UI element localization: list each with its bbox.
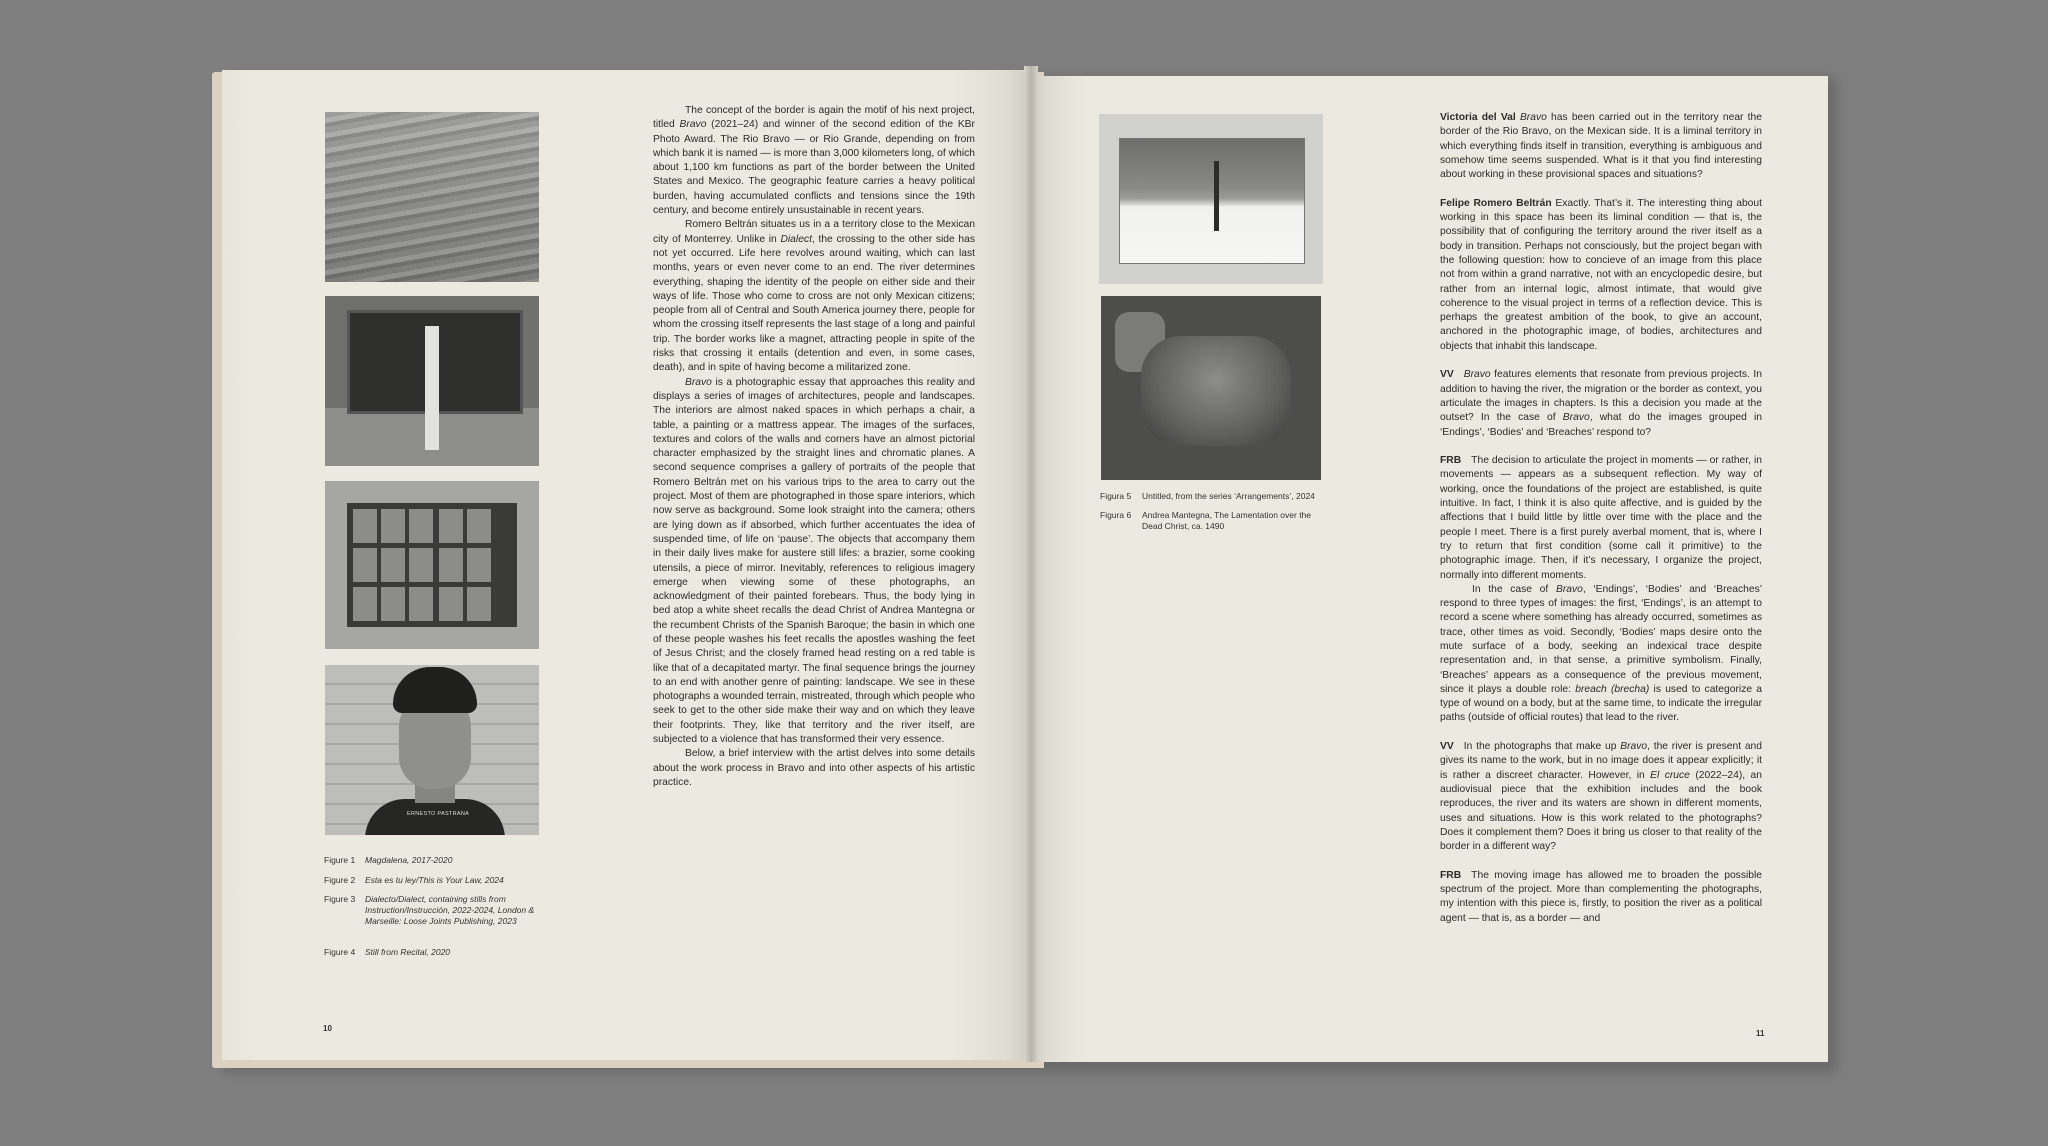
caption-text: Esta es tu ley/This is Your Law, 2024: [365, 875, 504, 885]
caption-number: Figura 6: [1100, 510, 1132, 520]
photo-print: [1119, 138, 1305, 264]
entry-text: The decision to articulate the project in moments — or rather, in movements — appears as a subsequent reflection. My way of working, once the foundations of the project are established, is quite intuitive. In fact, I think it is also quite affective, and is guided by the affections that I build little by little over time with the place and the people I meet. There is a first purely averbal moment, that is, where I try to return that first condition (some call it primitive) to the photographic image. Then, if it’s necessary, I organize the project, normally into different moments.: [1440, 455, 1762, 581]
contact-cell: [439, 509, 463, 543]
interview-entry: [1440, 869, 1762, 926]
right-interview-text: [1440, 111, 1762, 940]
caption-number: Figure 3: [324, 894, 356, 904]
speaker-name: Victoria del Val: [1440, 112, 1516, 123]
contact-cell: [467, 587, 491, 621]
interview-entry: [1440, 740, 1762, 854]
interview-entry: [1440, 197, 1762, 354]
speaker-initials: FRB: [1440, 455, 1462, 467]
page-number-left: 10: [323, 1024, 332, 1033]
paragraph: Romero Beltrán situates us in a a territory close to the Mexican city of Monterrey. Unlike in Dialect, the crossing to the other side has not yet occurred. Life here revolves around waiting, which can last months, years or even never come to an end. The river determines everything, shaping the identity of the people on either side and their ways of life. Those who come to cross are not only Mexican citizens; people from all of Central and South America journey there, people for whom the crossing itself represents the last stage of a long and painful trip. The border works like a magnet, attracting people in spite of the risks that crossing it entails (detention and even, in some cases, death), and in spite of having become a militarized zone.: [653, 219, 975, 374]
speaker-initials: FRB: [1440, 869, 1462, 881]
photo-overlay-text: ERNESTO PASTRANA: [407, 811, 470, 817]
interview-entry: [1440, 111, 1762, 182]
figure-6-lamentation-photo: [1101, 296, 1321, 480]
photo-body: [1141, 336, 1291, 446]
entry-text: Exactly. That’s it. The interesting thing about working in this space has been its liminal condition — that is, the possibility that of configuring the territory around the river itself as a body in transition. Perhaps not consciously, but the project began with the following question: how to concieve of an image from this place not from within a grand narrative, not with an encyclopedic desire, but rather from an internal logic, almost intimate, that would give coherence to the visual project in terms of a reflection device. This is perhaps the greatest ambition of the book, to give an account, anchored in the photographic image, of bodies, architectures and objects that inhabit this landscape.: [1440, 197, 1762, 352]
photo-book-spread: [347, 503, 517, 627]
speaker-initials: VV: [1440, 741, 1454, 753]
caption-number: Figure 2: [324, 875, 356, 885]
speaker-name: Felipe Romero Beltrán: [1440, 197, 1552, 209]
entry-text: Bravo features elements that resonate from previous projects. In addition to having the river, the migration or the border as context, you articulate the images in chapters. Is this a decision you made at the outset? In the case of Bravo, what do the images grouped in ‘Endings’, ‘Bodies’ and ‘Breaches’ respond to?: [1440, 369, 1762, 438]
paragraph: Below, a brief interview with the artist delves into some details about the work process in Bravo and into other aspects of his artistic practice.: [653, 748, 975, 788]
figure-3-book-spread-photo: [325, 481, 539, 649]
contact-cell: [353, 587, 377, 621]
interview-entry-continued: [1440, 583, 1762, 726]
interview-entry: [1440, 368, 1762, 439]
photo-pillar: [425, 326, 439, 450]
book-gutter: [1024, 66, 1038, 1062]
left-body-text: [653, 104, 975, 790]
entry-text: In the case of Bravo, ‘Endings’, ‘Bodies’ and ‘Breaches’ respond to three types of images: the first, ‘Endings’, is an attempt to record a scene where something has already occurred, sometimes as trace, other times as void. Secondly, ‘Bodies’ maps desire onto the mute surface of a body, seeking an indexical trace despite representation and, in that sense, a primitive symbolism. Finally, ‘Breaches’ appears as a consequence of the previous movement, since it plays a double role: breach (brecha) is used to categorize a type of wound on a body, but at the same time, to indicate the irregular paths (outside of official routes) that lead to the river.: [1440, 583, 1763, 724]
entry-text: The moving image has allowed me to broaden the possible spectrum of the project. More than complementing the photographs, my intention with this piece is, firstly, to position the river as a political agent — that is, as a border — and: [1440, 869, 1762, 924]
contact-cell: [409, 587, 433, 621]
contact-cell: [381, 509, 405, 543]
figure-1-water-photo: [325, 112, 539, 282]
photo-post: [1214, 161, 1219, 231]
contact-cell: [381, 587, 405, 621]
photo-shirt: [365, 799, 505, 835]
interview-entry: [1440, 454, 1762, 583]
contact-cell: [409, 548, 433, 582]
figure-4-portrait-photo: [325, 665, 539, 835]
paragraph: The concept of the border is again the motif of his next project, titled Bravo (2021–24) and winner of the second edition of the KBr Photo Award. The Rio Bravo — or Rio Grande, depending on from which bank it is named — is more than 3,000 kilometers long, of which about 1,100 km functions as part of the border between the United States and Mexico. The geographic feature carries a heavy political burden, having accumulated conflicts and tensions since the 19th century, and become entirely unsustainable in recent years.: [653, 105, 975, 217]
caption-number: Figure 4: [324, 947, 356, 957]
contact-cell: [381, 548, 405, 582]
caption-text: Andrea Mantegna, The Lamentation over the Dead Christ, ca. 1490: [1142, 510, 1312, 531]
contact-cell: [439, 548, 463, 582]
page-number-right: 11: [1756, 1029, 1765, 1038]
contact-cell: [409, 509, 433, 543]
entry-text: Bravo has been carried out in the territory near the border of the Rio Bravo, on the Mexican side. It is a liminal territory in which everything finds itself in transition, everything is ambiguous and somehow time seems suspended. What is it that you find interesting about working in these provisional spaces and situations?: [1440, 112, 1762, 181]
paragraph: Bravo is a photographic essay that approaches this reality and displays a series of images of architectures, people and landscapes. The interiors are almost naked spaces in which perhaps a chair, a table, a painting or a mattress appear. The images of the surfaces, textures and colors of the walls and corners have an almost pictorial character emphasized by the straight lines and chromatic planes. A second sequence comprises a gallery of portraits of the people that Romero Beltrán met on his various trips to the area to carry out the project. Most of them are photographed in those spare interiors, which now serve as background. Some look straight into the camera; others are lying down as if absorbed, which further accentuates the idea of suspended time, of life on ‘pause’. The objects that accompany them in their daily lives make for austere still lifes: a brazier, some cooking utensils, a piece of mirror. Inevitably, references to religious imagery emerge when viewing some of these photographs, an acknowledgment of their painted forebears. Thus, the body lying in bed atop a white sheet recalls the dead Christ of Andrea Mantegna or the recumbent Christs of the Spanish Baroque; the basin in which one of these people washes his feet recalls the apostles washing the feet of Jesus Christ; and the closely framed head resting on a red table is like that of a decapitated martyr. The final sequence brings the journey to an end with another genre of painting: landscape. We see in these photographs a wounded terrain, mistreated, through which people who seek to get to the other side make their way and on which they leave their footprints. They, like that territory and the river itself, are subjected to a violence that has transformed their very essence.: [653, 376, 975, 746]
entry-text: In the photographs that make up Bravo, the river is present and gives its name to the work, but in no image does it appear explicitly; it is rather a discreet character. However, in El cruce (2022–24), an audiovisual piece that the exhibition includes and the book reproduces, the river and its waters are shown in different moments, uses and situations. How is this work related to the photographs? Does it complement them? Does it bring us closer to that reality of the border in a different way?: [1440, 741, 1763, 853]
caption-number: Figure 1: [324, 855, 356, 865]
caption-text: Still from Recital, 2020: [365, 947, 451, 957]
caption-text: Magdalena, 2017-2020: [365, 855, 453, 865]
contact-cell: [467, 509, 491, 543]
caption-text: Untitled, from the series ‘Arrangements’, 2024: [1142, 491, 1315, 501]
contact-cell: [353, 509, 377, 543]
contact-cell: [467, 548, 491, 582]
contact-cell: [353, 548, 377, 582]
caption-text: Dialecto/Dialect, containing stills from Instruction/Instrucción, 2022-2024, London & Marseille: Loose Joints Publishing, 2023: [365, 894, 535, 926]
figure-5-landscape-photo: [1099, 114, 1323, 284]
contact-cell: [439, 587, 463, 621]
caption-number: Figura 5: [1100, 491, 1132, 501]
figure-2-interior-photo: [325, 296, 539, 466]
speaker-initials: VV: [1440, 369, 1454, 381]
